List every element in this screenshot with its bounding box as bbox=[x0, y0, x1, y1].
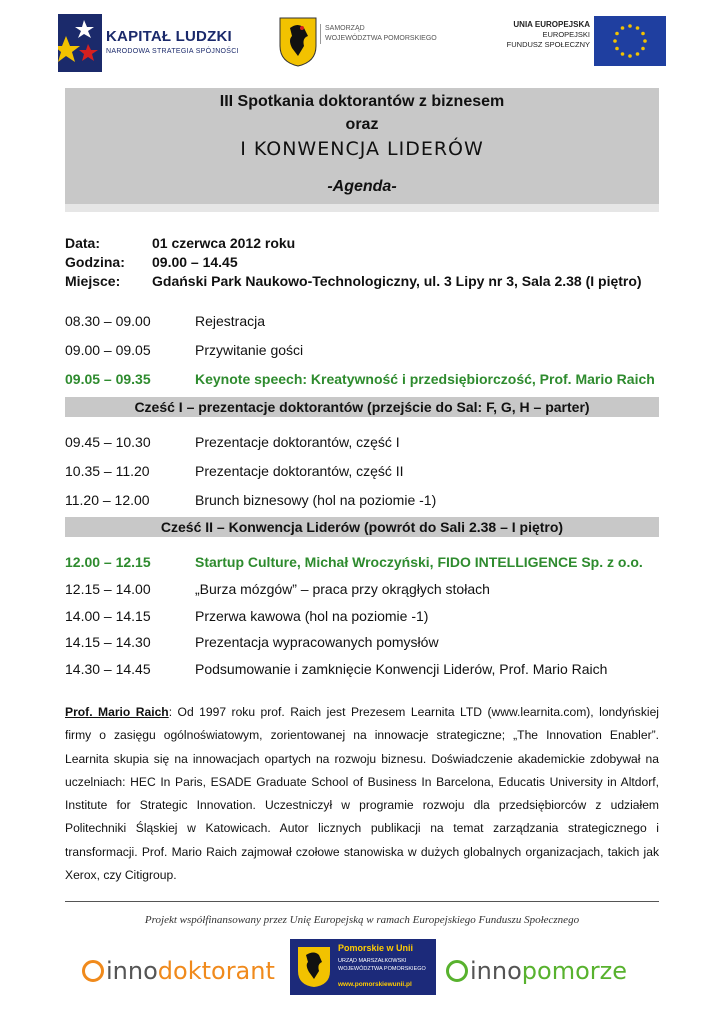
agenda-time: 08.30 – 09.00 bbox=[65, 313, 151, 329]
agenda-item: Brunch biznesowy (hol na poziomie -1) bbox=[195, 492, 437, 508]
section-2-header: Cześć II – Konwencja Liderów (powrót do Sali 2.38 – I piętro) bbox=[65, 517, 659, 537]
agenda-heading: -Agenda- bbox=[327, 178, 397, 195]
innodoktorant-logo bbox=[82, 957, 275, 985]
kapital-ludzki-logo bbox=[58, 14, 258, 74]
ue-line3: FUNDUSZ SPOŁECZNY bbox=[506, 40, 590, 49]
speaker-name: Prof. Mario Raich bbox=[65, 705, 169, 719]
time-value: 09.00 – 14.45 bbox=[152, 254, 238, 270]
agenda-time: 14.30 – 14.45 bbox=[65, 661, 151, 677]
keynote-item: Keynote speech: Kreatywność i przedsiębiorczość, Prof. Mario Raich bbox=[195, 371, 655, 387]
innopomorze-pomorze: pomorze bbox=[521, 957, 627, 985]
startup-item: Startup Culture, Michał Wroczyński, FIDO INTELLIGENCE Sp. z o.o. bbox=[195, 554, 643, 570]
agenda-item: Przywitanie gości bbox=[195, 342, 304, 358]
agenda-time: 11.20 – 12.00 bbox=[65, 492, 150, 508]
cofinancing-note: Projekt współfinansowany przez Unię Europejską w ramach Europejskiego Funduszu Społecznego bbox=[144, 914, 580, 926]
agenda-time: 12.15 – 14.00 bbox=[65, 581, 151, 597]
event-title: III Spotkania doktorantów z biznesem bbox=[219, 93, 505, 110]
pomorskie-w-unii-logo bbox=[290, 939, 436, 995]
ue-line1: UNIA EUROPEJSKA bbox=[513, 20, 590, 29]
section-1-header: Cześć I – prezentacje doktorantów (przejście do Sal: F, G, H – parter) bbox=[65, 397, 659, 417]
date-value: 01 czerwca 2012 roku bbox=[152, 235, 296, 251]
pomorskie-url: www.pomorskiewunii.pl bbox=[338, 981, 412, 988]
speaker-bio-text: : Od 1997 roku prof. Raich jest Prezesem Learnita LTD (www.learnita.com), londyńskiej firmy o zasięgu ogólnoświatowym, zorientowanej na innowacje strategiczne; „The Innovation Enabler”. Learnita skupia się na innowacjach opartych na rozwoju biznesu. Doświadczenie akademickie zdobywał na uczelniach: HEC In Paris, ESADE Graduate School of Business In Barcelona, Educatis University in Altdorf, Institute for Strategic Innovation. Uczestniczył w programie rozwoju dla przedsiębiorców z udziałem Politechniki Śląskiej w Katowicach. Autor licznych publikacji na temat zarządzania strategicznego i transformacji. Prof. Mario Raich zajmował czołowe stanowiska w dużych globalnych organizacjach, takich jak Xerox, czy Citigroup. bbox=[65, 705, 659, 883]
agenda-time-highlight: 09.05 – 09.35 bbox=[65, 371, 151, 387]
kapital-ludzki-subtitle: NARODOWA STRATEGIA SPÓJNOŚCI bbox=[106, 48, 239, 55]
agenda-item: Prezentacje doktorantów, część I bbox=[195, 434, 400, 450]
agenda-time: 09.45 – 10.30 bbox=[65, 434, 151, 450]
samorzad-logo bbox=[278, 14, 448, 74]
agenda-item: Przerwa kawowa (hol na poziomie -1) bbox=[195, 608, 429, 624]
event-conjunction: oraz bbox=[345, 116, 379, 133]
ue-line2: EUROPEJSKI bbox=[542, 30, 590, 39]
innopomorze-logo bbox=[446, 957, 627, 985]
pomorskie-title: Pomorskie w Unii bbox=[338, 943, 414, 953]
samorzad-line1: SAMORZĄD bbox=[325, 25, 365, 32]
agenda-time: 09.00 – 09.05 bbox=[65, 342, 151, 358]
agenda-item: Prezentacje doktorantów, część II bbox=[195, 463, 404, 479]
innodoktorant-doktorant: doktorant bbox=[157, 957, 275, 985]
agenda-time: 14.00 – 14.15 bbox=[65, 608, 151, 624]
footer-divider bbox=[65, 901, 659, 902]
innodoktorant-inno: inno bbox=[106, 957, 158, 985]
pomorskie-line2: WOJEWÓDZTWA POMORSKIEGO bbox=[338, 966, 426, 972]
griffin-crest-icon bbox=[278, 16, 318, 68]
pomorskie-crest-icon bbox=[296, 945, 332, 989]
time-label: Godzina: bbox=[65, 254, 125, 270]
inno-ring-icon bbox=[82, 960, 104, 982]
title-band-shadow bbox=[65, 204, 659, 212]
place-label: Miejsce: bbox=[65, 273, 121, 289]
konwencja-title: I KONWENCJA LIDERÓW bbox=[240, 138, 484, 160]
agenda-time: 10.35 – 11.20 bbox=[65, 463, 150, 479]
kapital-ludzki-title: KAPITAŁ LUDZKI bbox=[106, 28, 232, 45]
place-value: Gdański Park Naukowo-Technologiczny, ul. 3 Lipy nr 3, Sala 2.38 (I piętro) bbox=[152, 273, 642, 289]
eu-flag-icon bbox=[594, 16, 666, 66]
agenda-time: 14.15 – 14.30 bbox=[65, 634, 151, 650]
agenda-time-highlight: 12.00 – 12.15 bbox=[65, 554, 151, 570]
date-label: Data: bbox=[65, 235, 101, 251]
samorzad-line2: WOJEWÓDZTWA POMORSKIEGO bbox=[325, 35, 437, 42]
agenda-item: Prezentacja wypracowanych pomysłów bbox=[195, 634, 439, 650]
agenda-item: Rejestracja bbox=[195, 313, 266, 329]
unia-europejska-logo bbox=[494, 16, 666, 66]
kapital-ludzki-star-icon bbox=[58, 14, 102, 72]
pomorskie-line1: URZĄD MARSZAŁKOWSKI bbox=[338, 958, 407, 964]
speaker-bio bbox=[65, 701, 659, 887]
innopomorze-inno: inno bbox=[470, 957, 522, 985]
ue-text bbox=[507, 20, 590, 50]
agenda-item: Podsumowanie i zamknięcie Konwencji Liderów, Prof. Mario Raich bbox=[195, 661, 608, 677]
agenda-item: „Burza mózgów” – praca przy okrągłych stołach bbox=[195, 581, 490, 597]
samorzad-text bbox=[320, 24, 437, 44]
inno-ring-icon bbox=[446, 960, 468, 982]
